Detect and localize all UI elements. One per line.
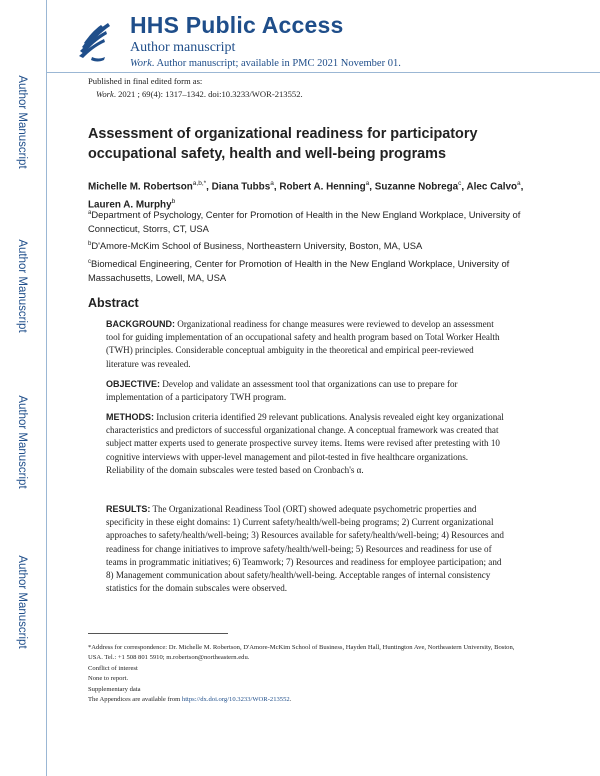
abstract-background: BACKGROUND: Organizational readiness for change measures were reviewed to develop an assessment tool for guiding implementation of an occupational safety and health program based on Total Worker Health (TWH) principles. Considerable conceptual ambiguity in the theoretical and empirical peer-reviewed literature was revealed. [106,319,500,369]
author: Diana Tubbs [211,181,271,193]
author: Michelle M. Robertson [88,181,193,193]
author: Suzanne Nobrega [374,181,459,193]
sidebar-rule [46,0,47,776]
author: Robert A. Henning [279,181,366,193]
hhs-public-access-title: HHS Public Access [130,12,344,38]
affiliation: $^b$D'Amore-McKim School of Business, Northeastern University, Boston, MA, USA [88,240,423,252]
author: Lauren A. Murphy [88,199,172,211]
abstract-methods: METHODS: Inclusion criteria identified 29 relevant publications. Analysis revealed eight key organizational characteristics and predictors of successful organizational change. A conceptual framework was created that subject matter experts used to generate prospective survey items. Items were revised after pretesting with 10 cognitive interviews with upper-level management and pilot-tested in five healthcare organizations. Reliability of the domain subscales were tested based on Cronbach's α. [106,412,504,475]
article-title: Assessment of organizational readiness for participatory occupational safety, health and well-being programs [88,126,478,162]
published-label: Published in final edited form as: [88,76,203,86]
abstract-objective: OBJECTIVE: Develop and validate an assessment tool that organizations can use to prepare for implementation of a participatory TWH program. [106,379,458,403]
conflict-heading: Conflict of interest [88,665,138,672]
footnote-divider [88,633,228,634]
author-list: Michelle M. Robertson$^{a,b,*}$, Diana Tubbs$^a$, Robert A. Henning$^a$, Suzanne Nobrega$^c$, Alec Calvo$^a$, Lauren A. Murphy$^b$ [88,180,524,211]
citation: Work. 2021 ; 69(4): 1317–1342. doi:10.3233/WOR-213552. [96,89,303,99]
conflict-text: None to report. [88,675,129,682]
header-divider [47,72,600,73]
doi-link[interactable]: https://dx.doi.org/10.3233/WOR-213552 [181,696,290,703]
abstract-results: RESULTS: The Organizational Readiness Tool (ORT) showed adequate psychometric properties and specificity in these eight domains: 1) Current safety/health/well-being programs; 2) Current organizational approaches to safety/health/well-being; 3) Resources available for safety/health/well-being; 4) Resources and readiness for change initiatives to improve safety/health/well-being; 5) Resources and readiness for use of teams in programmatic initiatives; 6) Teamwork; 7) Resources and readiness for employee participation; and 8) Management communication about safety/health/well-being. Acceptable ranges of internal consistency statistics for the domain subscales were observed. [106,504,504,594]
author: Alec Calvo [466,181,518,193]
abstract-heading: Abstract [88,296,139,310]
correspondence-footnote: *Address for correspondence: Dr. Michelle M. Robertson, D'Amore-McKim School of Business, Hayden Hall, Huntington Ave, Northeastern University, Boston, USA. Tel.: +1 508 801 5910; m.robertson@northeastern.edu. [88,644,515,661]
affiliation: $^c$Biomedical Engineering, Center for Promotion of Health in the New England Workplace, University of Massachusetts, Lowell, MA, USA [88,258,510,284]
supplementary-heading: Supplementary data [88,686,141,693]
availability-note: Work. Author manuscript; available in PMC 2021 November 01. [130,58,401,69]
affiliation: $^a$Department of Psychology, Center for Promotion of Health in the New England Workplace, University of Connecticut, Storrs, CT, USA [88,209,521,235]
supplementary-text: The Appendices are available from https://dx.doi.org/10.3233/WOR-213552. [88,696,292,703]
hhs-eagle-logo-icon [74,17,114,65]
journal-name: Work [130,58,152,69]
author-manuscript-label: Author manuscript [130,40,236,55]
